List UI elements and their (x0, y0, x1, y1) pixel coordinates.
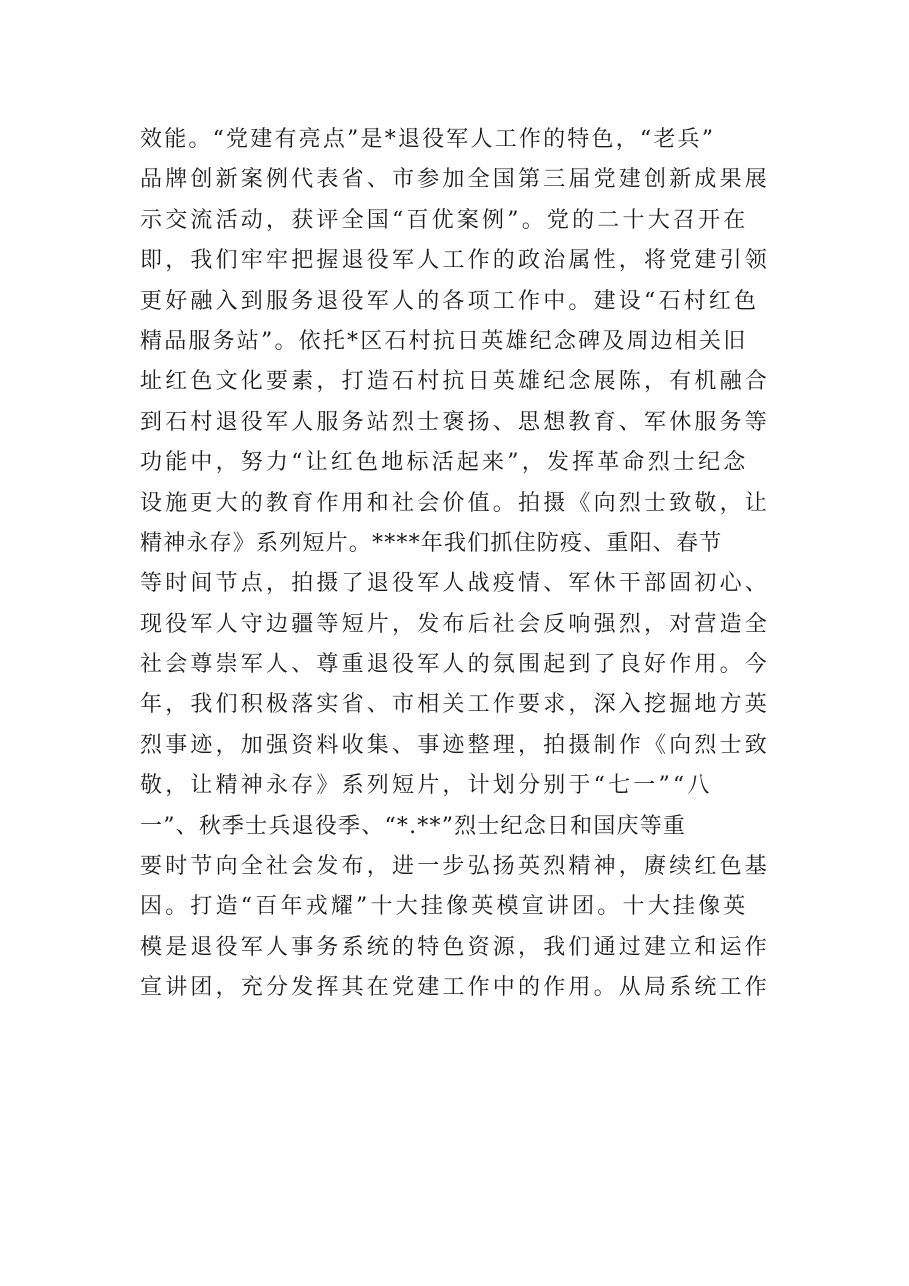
text-line: 因。打造“百年戎耀”十大挂像英模宣讲团。十大挂像英 (140, 894, 749, 920)
text-line: 宣讲团，充分发挥其在党建工作中的作用。从局系统工作 (140, 975, 771, 1001)
text-line: 效能。“党建有亮点”是*退役军人工作的特色，“老兵” (140, 127, 716, 152)
text-line: 示交流活动，获评全国“百优案例”。党的二十大召开在 (140, 207, 749, 233)
text-line: 址红色文化要素，打造石村抗日英雄纪念展陈，有机融合 (140, 369, 771, 395)
text-line: 精神永存》系列短片。****年我们抓住防疫、重阳、春节 (140, 530, 723, 556)
body-text (140, 120, 780, 1009)
text-line: 等时间节点，拍摄了退役军人战疫情、军休干部固初心、 (140, 571, 771, 597)
text-line: 精品服务站”。依托*区石村抗日英雄纪念碑及周边相关旧 (140, 328, 748, 354)
text-line: 品牌创新案例代表省、市参加全国第三届党建创新成果展 (140, 167, 771, 193)
text-line: 现役军人守边疆等短片，发布后社会反响强烈，对营造全 (140, 611, 771, 637)
text-line: 即，我们牢牢把握退役军人工作的政治属性，将党建引领 (140, 248, 771, 274)
text-line: 模是退役军人事务系统的特色资源，我们通过建立和运作 (140, 934, 771, 960)
text-line: 到石村退役军人服务站烈士褒扬、思想教育、军休服务等 (140, 409, 771, 435)
text-line: 设施更大的教育作用和社会价值。拍摄《向烈士致敬，让 (140, 490, 771, 516)
text-line: 年，我们积极落实省、市相关工作要求，深入挖掘地方英 (140, 692, 771, 718)
text-line: 功能中，努力“让红色地标活起来”，发挥革命烈士纪念 (140, 450, 749, 476)
text-line: 要时节向全社会发布，进一步弘扬英烈精神，赓续红色基 (140, 854, 771, 880)
text-line: 更好融入到服务退役军人的各项工作中。建设“石村红色 (140, 288, 760, 314)
text-line: 烈事迹，加强资料收集、事迹整理，拍摄制作《向烈士致 (140, 732, 771, 758)
text-line: 社会尊崇军人、尊重退役军人的氛围起到了良好作用。今 (140, 652, 771, 678)
text-line: 一”、秋季士兵退役季、“*.**”烈士纪念日和国庆等重 (140, 813, 687, 839)
text-line: 敬，让精神永存》系列短片，计划分别于“七一”“八 (140, 773, 713, 799)
